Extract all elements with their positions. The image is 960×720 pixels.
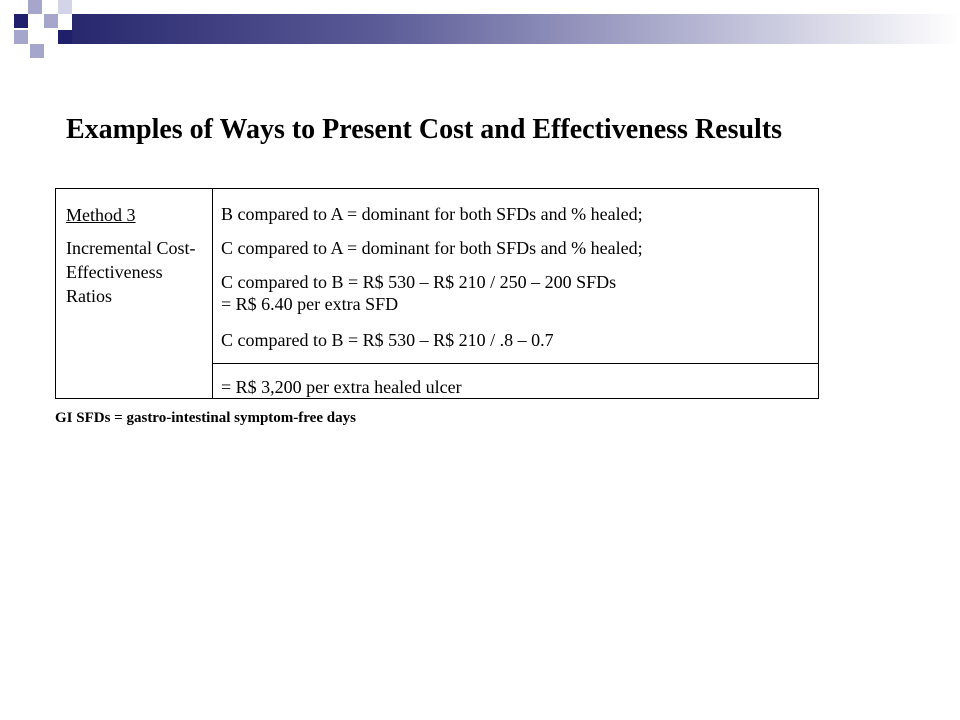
comparison-line: C compared to A = dominant for both SFDs and % healed;: [221, 238, 643, 258]
comparison-line: = R$ 6.40 per extra SFD: [221, 294, 399, 314]
divider: [213, 363, 818, 364]
banner-square-light-4: [30, 44, 44, 58]
method-name: Incremental Cost-Effectiveness Ratios: [66, 238, 196, 306]
comparison-line: = R$ 3,200 per extra healed ulcer: [221, 377, 462, 397]
comparison-line: C compared to B = R$ 530 – R$ 210 / 250 – 200 SFDs: [221, 272, 617, 292]
banner-square-dark-1: [14, 14, 28, 28]
banner-square-pale-1: [58, 0, 72, 14]
banner-square-light-1: [28, 0, 42, 14]
comparison-line: C compared to B = R$ 530 – R$ 210 / .8 – 0.7: [221, 330, 554, 350]
header-banner: [0, 0, 960, 60]
banner-square-light-2: [44, 14, 58, 28]
results-table: [55, 188, 819, 399]
results-cell: [213, 189, 819, 399]
banner-square-light-3: [14, 30, 28, 44]
banner-square-dark-2: [58, 30, 72, 44]
footnote: GI SFDs = gastro-intestinal symptom-free days: [55, 410, 356, 426]
comparison-line: B compared to A = dominant for both SFDs and % healed;: [221, 204, 643, 224]
banner-gradient-bar: [72, 14, 960, 44]
method-heading: Method 3: [66, 205, 136, 225]
method-cell: [56, 189, 213, 399]
slide-title: Examples of Ways to Present Cost and Effectiveness Results: [66, 114, 783, 145]
table-row: [56, 189, 819, 399]
